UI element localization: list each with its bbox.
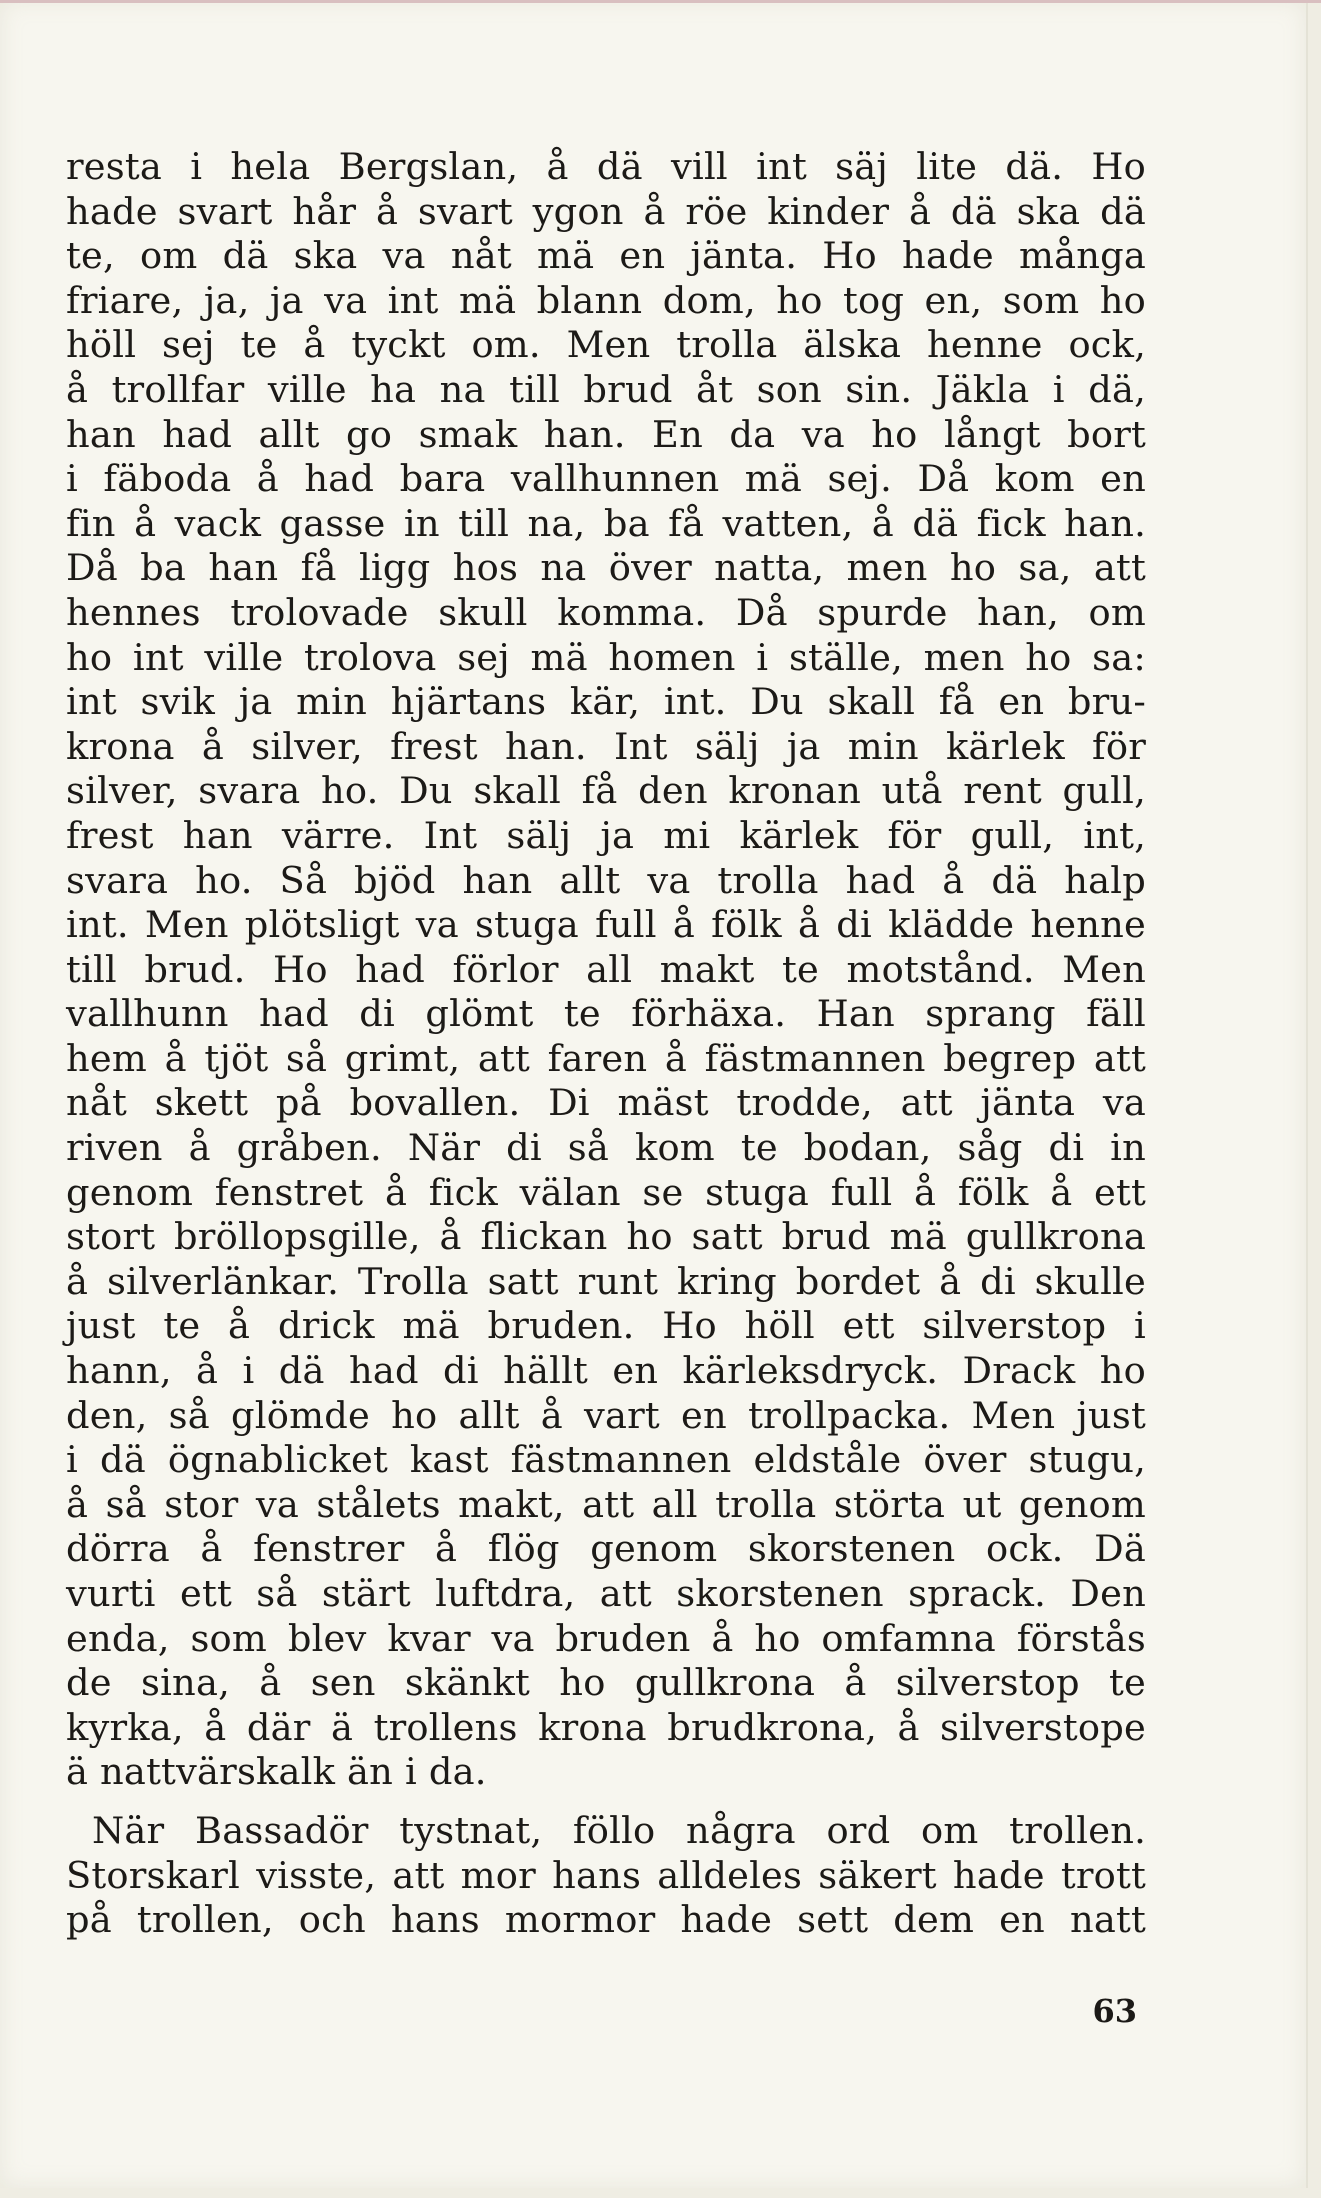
- text-line: höll sej te å tyckt om. Men trolla älska henne ock,: [66, 323, 1146, 367]
- text-line: int. Men plötsligt va stuga full å fölk å di klädde henne: [66, 903, 1146, 947]
- text-line: stort bröllopsgille, å flickan ho satt brud mä gullkrona: [66, 1215, 1146, 1259]
- text-line: frest han värre. Int sälj ja mi kärlek för gull, int,: [66, 813, 1146, 857]
- text-line: på trollen, och hans mormor hade sett dem en natt: [66, 1898, 1146, 1942]
- text-line: resta i hela Bergslan, å dä vill int säj lite dä. Ho: [66, 145, 1146, 188]
- text-line: hade svart hår å svart ygon å röe kinder å dä ska dä: [66, 189, 1146, 233]
- text-line: i fäboda å had bara vallhunnen mä sej. Då kom en: [66, 457, 1146, 501]
- text-line: de sina, å sen skänkt ho gullkrona å silverstop te: [66, 1661, 1146, 1705]
- paragraph-gap: [66, 1795, 1146, 1809]
- paragraph-1: [66, 145, 1146, 1795]
- body-text: [66, 145, 1146, 1943]
- page-number: 63: [1092, 1992, 1137, 2030]
- text-line: krona å silver, frest han. Int sälj ja min kärlek för: [66, 724, 1146, 768]
- text-line: silver, svara ho. Du skall få den kronan utå rent gull,: [66, 769, 1146, 813]
- text-line: hann, å i dä had di hällt en kärleksdryck. Drack ho: [66, 1349, 1146, 1393]
- text-line: den, så glömde ho allt å vart en trollpacka. Men just: [66, 1393, 1146, 1437]
- text-line: enda, som blev kvar va bruden å ho omfamna förstås: [66, 1616, 1146, 1660]
- text-line: dörra å fenstrer å flög genom skorstenen ock. Dä: [66, 1527, 1146, 1571]
- page-top-edge: [0, 0, 1321, 3]
- text-line: svara ho. Så bjöd han allt va trolla had å dä halp: [66, 858, 1146, 902]
- text-line: riven å gråben. När di så kom te bodan, såg di in: [66, 1126, 1146, 1170]
- text-line: friare, ja, ja va int mä blann dom, ho tog en, som ho: [66, 278, 1146, 322]
- text-line: hem å tjöt så grimt, att faren å fästmannen begrep att: [66, 1036, 1146, 1080]
- text-line: int svik ja min hjärtans kär, int. Du skall få en bru-: [66, 680, 1146, 724]
- text-line: han had allt go smak han. En da va ho långt bort: [66, 412, 1146, 456]
- text-line: å så stor va stålets makt, att all trolla störta ut genom: [66, 1482, 1146, 1526]
- text-line: å silverlänkar. Trolla satt runt kring bordet å di skulle: [66, 1259, 1146, 1303]
- text-line: te, om dä ska va nåt mä en jänta. Ho hade många: [66, 234, 1146, 278]
- text-line: När Bassadör tystnat, föllo några ord om trollen.: [92, 1808, 1146, 1852]
- text-line: till brud. Ho had förlor all makt te motstånd. Men: [66, 947, 1146, 991]
- text-line: å trollfar ville ha na till brud åt son sin. Jäkla i dä,: [66, 367, 1146, 411]
- text-line: fin å vack gasse in till na, ba få vatten, å dä fick han.: [66, 501, 1146, 545]
- text-line: genom fenstret å fick välan se stuga full å fölk å ett: [66, 1170, 1146, 1214]
- text-line: i dä ögnablicket kast fästmannen eldståle över stugu,: [66, 1438, 1146, 1482]
- text-line: Då ba han få ligg hos na över natta, men ho sa, att: [66, 546, 1146, 590]
- text-line: nåt skett på bovallen. Di mäst trodde, att jänta va: [66, 1081, 1146, 1125]
- text-line: kyrka, å där ä trollens krona brudkrona, å silverstope: [66, 1705, 1146, 1749]
- text-line: vallhunn had di glömt te förhäxa. Han sprang fäll: [66, 992, 1146, 1036]
- text-line: ho int ville trolova sej mä homen i ställe, men ho sa:: [66, 635, 1146, 679]
- paragraph-2: [66, 1809, 1146, 1943]
- text-line: ä nattvärskalk än i da.: [66, 1750, 487, 1794]
- text-line: Storskarl visste, att mor hans alldeles säkert hade trott: [66, 1853, 1146, 1897]
- text-line: just te å drick mä bruden. Ho höll ett silverstop i: [66, 1304, 1146, 1348]
- text-line: vurti ett så stärt luftdra, att skorstenen sprack. Den: [66, 1572, 1146, 1615]
- text-line: hennes trolovade skull komma. Då spurde han, om: [66, 590, 1146, 634]
